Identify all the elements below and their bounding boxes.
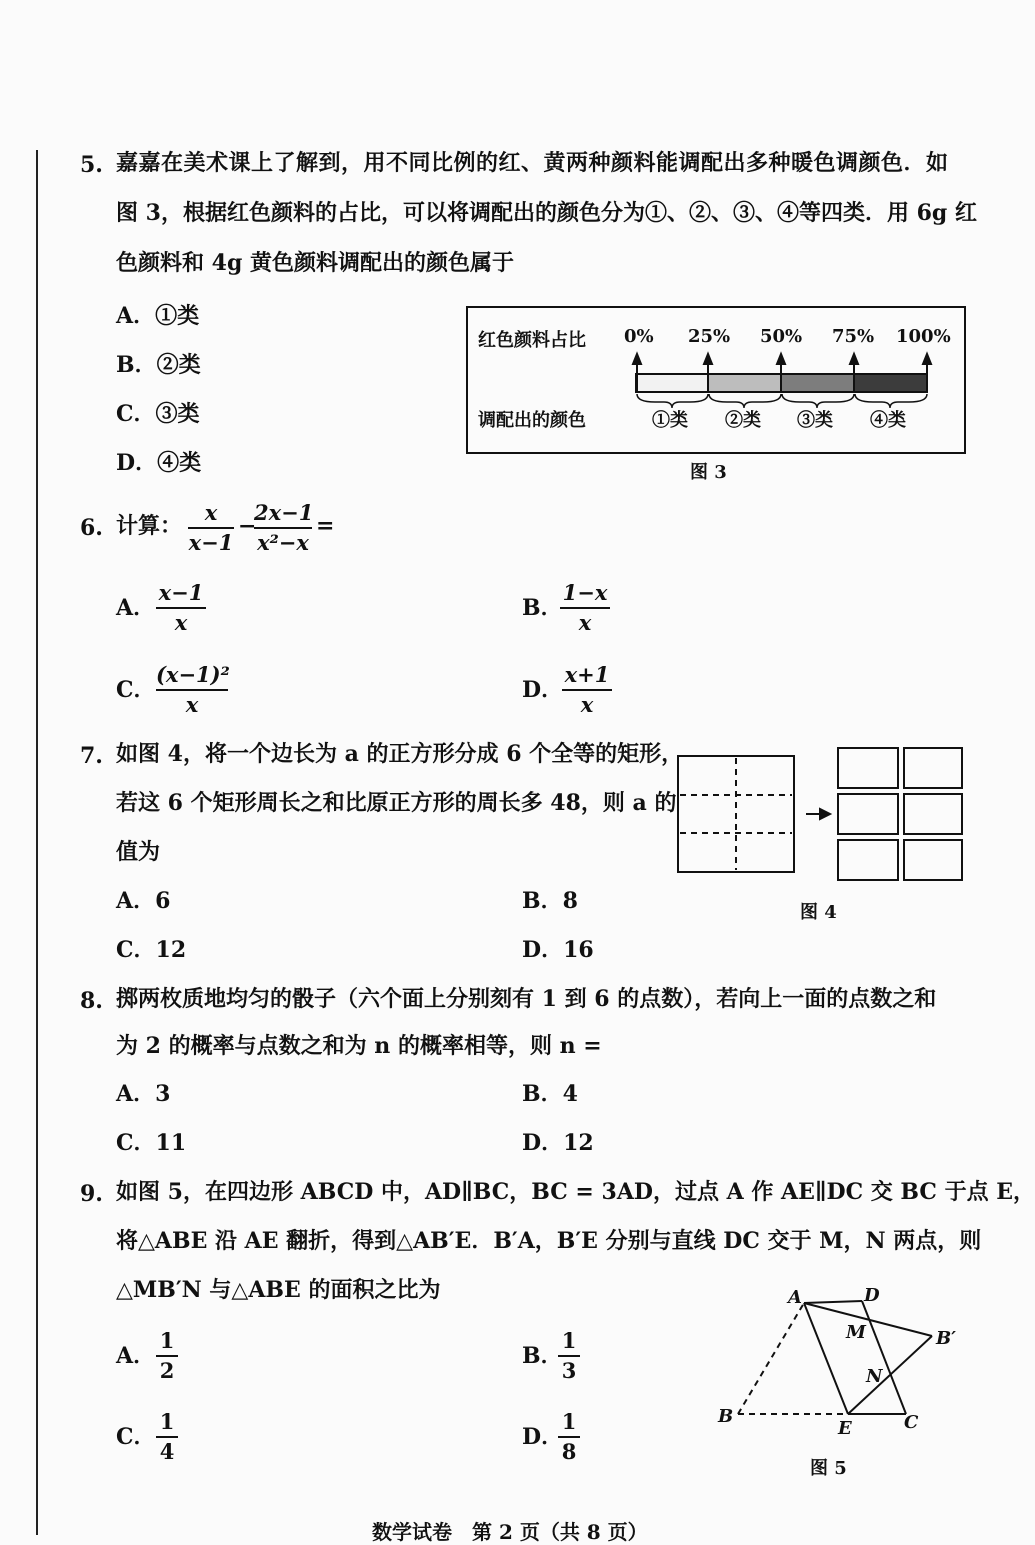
- color-segment-2: [708, 374, 781, 392]
- q9-option-c-label[interactable]: C．: [116, 1424, 156, 1450]
- figure-5: [738, 1301, 932, 1414]
- color-segment-4: [854, 374, 927, 392]
- point-n-label: N: [866, 1366, 883, 1387]
- page-footer: 数学试卷 第 2 页（共 8 页）: [372, 1520, 648, 1544]
- point-a-label: A: [788, 1287, 802, 1308]
- percent-50: 50%: [760, 326, 803, 347]
- mixed-color-label: 调配出的颜色: [478, 410, 586, 431]
- figure-5-caption: 图 5: [810, 1458, 847, 1479]
- percent-100: 100%: [896, 326, 951, 347]
- q9-option-b-label[interactable]: B．: [522, 1343, 563, 1369]
- segment-dc: [862, 1301, 906, 1414]
- q9-number: 9.: [80, 1181, 103, 1207]
- segment-ad: [804, 1301, 862, 1303]
- point-c-label: C: [904, 1412, 919, 1433]
- q9-option-d-label[interactable]: D．: [522, 1424, 564, 1450]
- class-braces: [637, 394, 927, 408]
- q9-line1: 如图 5，在四边形 ABCD 中，AD∥BC，BC = 3AD，过点 A 作 AE∥DC 交 BC 于点 E，: [116, 1179, 1035, 1205]
- percent-25: 25%: [688, 326, 731, 347]
- segment-b-prime-e: [848, 1336, 932, 1414]
- q9-option-c-frac[interactable]: 1 4: [156, 1409, 178, 1465]
- q7-option-c[interactable]: C．12: [116, 937, 187, 963]
- q9-line2: 将△ABE 沿 AE 翻折，得到△AB′E．B′A，B′E 分别与直线 DC 交于 M，N 两点，则: [116, 1228, 982, 1254]
- q8-option-d[interactable]: D．12: [522, 1130, 594, 1156]
- rect-4: [904, 794, 962, 834]
- q5-option-a[interactable]: A．①类: [116, 303, 200, 329]
- q5-line2: 图 3，根据红色颜料的占比，可以将调配出的颜色分为①、②、③、④等四类．用 6g 红: [116, 200, 977, 226]
- q6-prefix: 计算：: [116, 513, 183, 539]
- q8-option-a[interactable]: A．3: [116, 1081, 171, 1107]
- rect-5: [838, 840, 898, 880]
- q7-number: 7.: [80, 743, 103, 769]
- q6-option-c-label[interactable]: C．: [116, 677, 156, 703]
- segment-ab-prime: [804, 1303, 932, 1336]
- rect-6: [904, 840, 962, 880]
- q5-option-b[interactable]: B．②类: [116, 352, 201, 378]
- segment-ab: [738, 1303, 804, 1414]
- arrow-head-icon: [820, 809, 830, 819]
- q9-option-b-frac[interactable]: 1 3: [558, 1328, 580, 1384]
- figure-4: [678, 748, 962, 880]
- q8-line1: 掷两枚质地均匀的骰子（六个面上分别刻有 1 到 6 的点数），若向上一面的点数之和: [116, 986, 937, 1012]
- class-3: ③类: [797, 410, 833, 431]
- q6-option-d-frac[interactable]: x+1 x: [562, 662, 612, 718]
- q8-line2: 为 2 的概率与点数之和为 n 的概率相等，则 n =: [116, 1033, 602, 1059]
- q9-option-a-label[interactable]: A．: [116, 1343, 156, 1369]
- q5-line3: 色颜料和 4g 黄色颜料调配出的颜色属于: [116, 250, 515, 276]
- q5-option-d[interactable]: D．④类: [116, 450, 202, 476]
- point-b-prime-label: B′: [936, 1328, 956, 1349]
- color-segment-1: [636, 374, 708, 392]
- class-4: ④类: [870, 410, 906, 431]
- class-2: ②类: [725, 410, 761, 431]
- percent-75: 75%: [832, 326, 875, 347]
- q6-number: 6.: [80, 515, 103, 541]
- q6-option-c-frac[interactable]: (x−1)² x: [156, 662, 230, 717]
- q7-option-a[interactable]: A．6: [116, 888, 171, 914]
- class-1: ①类: [652, 410, 688, 431]
- figure-4-caption: 图 4: [800, 902, 837, 923]
- figure-3-bar: [633, 354, 931, 408]
- point-b-label: B: [718, 1406, 734, 1427]
- q9-line3: △MB′N 与△ABE 的面积之比为: [116, 1277, 441, 1303]
- q5-option-c[interactable]: C．③类: [116, 401, 200, 427]
- color-segment-3: [781, 374, 854, 392]
- q7-line1: 如图 4，将一个边长为 a 的正方形分成 6 个全等的矩形，: [116, 741, 684, 767]
- q9-option-d-frac[interactable]: 1 8: [558, 1409, 580, 1465]
- segment-ae: [804, 1303, 848, 1414]
- figure-3-caption: 图 3: [690, 462, 727, 483]
- q6-option-b-label[interactable]: B．: [522, 595, 563, 621]
- point-e-label: E: [838, 1418, 852, 1439]
- q8-option-b[interactable]: B．4: [522, 1081, 578, 1107]
- q8-number: 8.: [80, 988, 103, 1014]
- q6-frac1: x x−1: [188, 500, 234, 555]
- percent-0: 0%: [624, 326, 654, 347]
- rect-3: [838, 794, 898, 834]
- q7-line2: 若这 6 个矩形周长之和比原正方形的周长多 48，则 a 的: [116, 790, 677, 816]
- rect-1: [838, 748, 898, 788]
- q6-frac2: 2x−1 x²−x: [254, 500, 314, 555]
- q6-option-a-frac[interactable]: x−1 x: [156, 580, 206, 636]
- point-d-label: D: [864, 1285, 880, 1306]
- q7-line3: 值为: [116, 839, 161, 865]
- q7-option-b[interactable]: B．8: [522, 888, 578, 914]
- q6-equals: =: [316, 513, 335, 539]
- q5-line1: 嘉嘉在美术课上了解到，用不同比例的红、黄两种颜料能调配出多种暖色调颜色．如: [116, 150, 949, 176]
- q5-number: 5.: [80, 152, 103, 178]
- q9-option-a-frac[interactable]: 1 2: [156, 1328, 178, 1384]
- q6-option-b-frac[interactable]: 1−x x: [560, 580, 610, 636]
- point-m-label: M: [846, 1322, 866, 1343]
- q7-option-d[interactable]: D．16: [522, 937, 594, 963]
- q6-option-d-label[interactable]: D．: [522, 677, 564, 703]
- red-ratio-label: 红色颜料占比: [478, 330, 586, 351]
- rect-2: [904, 748, 962, 788]
- q8-option-c[interactable]: C．11: [116, 1130, 187, 1156]
- q6-minus: −: [238, 513, 257, 539]
- q6-option-a-label[interactable]: A．: [116, 595, 156, 621]
